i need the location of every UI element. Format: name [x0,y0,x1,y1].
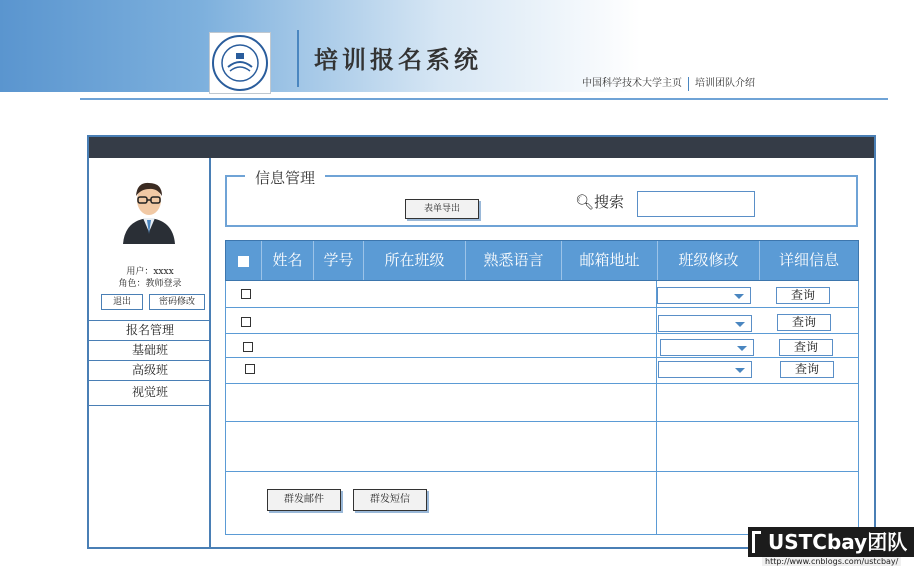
user-name: 用户：xxxx [126,267,174,277]
page-title: 培训报名系统 [314,45,482,74]
section-legend: 信息管理 [245,167,325,188]
sidebar [89,158,211,547]
watermark-brand: USTCbay团队 [748,527,914,557]
main-panel [87,135,876,549]
mass-email-button[interactable]: 群发邮件 [267,489,341,511]
sidebar-item-registration[interactable]: 报名管理 [89,320,211,340]
header-links [582,74,755,91]
row-divider [225,307,859,308]
sidebar-item-advanced-class[interactable]: 高级班 [89,360,211,380]
panel-top-bar [89,137,874,158]
query-button[interactable]: 查询 [780,361,834,378]
user-avatar-icon [119,176,179,244]
sidebar-nav [89,320,211,406]
logout-button[interactable]: 退出 [101,294,143,310]
title-divider [297,30,299,87]
row-divider [225,383,859,384]
chevron-down-icon [734,294,744,299]
row-checkbox[interactable] [245,364,255,374]
row-divider [225,333,859,334]
row-checkbox[interactable] [243,342,253,352]
query-button[interactable]: 查询 [776,287,830,304]
change-password-button[interactable]: 密码修改 [149,294,205,310]
col-details: 详细信息 [778,251,839,269]
query-button[interactable]: 查询 [779,339,833,356]
col-student-id: 学号 [314,241,364,280]
table-header [225,240,859,281]
mass-sms-button[interactable]: 群发短信 [353,489,427,511]
class-select[interactable] [657,287,751,304]
sidebar-item-basic-class[interactable]: 基础班 [89,340,211,360]
user-info [89,266,211,290]
col-language: 熟悉语言 [466,241,562,280]
col-class-change: 班级修改 [658,241,760,280]
col-class: 所在班级 [364,241,466,280]
link-ustc-home[interactable]: 中国科学技术大学主页 [582,78,682,89]
chevron-down-icon [737,346,747,351]
class-select[interactable] [660,339,754,356]
user-role: 角色：教师登录 [118,279,182,289]
chevron-down-icon [735,368,745,373]
row-checkbox[interactable] [241,317,251,327]
bracket-mark-icon [752,531,761,553]
sidebar-item-vision-class[interactable]: 视觉班 [89,380,211,406]
col-name: 姓名 [262,241,314,280]
class-select[interactable] [658,361,752,378]
col-email: 邮箱地址 [562,241,658,280]
search-input[interactable] [637,191,755,217]
row-divider [225,357,859,358]
link-team-intro[interactable]: 培训团队介绍 [695,78,755,89]
select-all-checkbox[interactable] [226,241,262,280]
info-management-section [225,169,858,227]
column-divider [656,281,657,535]
search-label: 🔍︎搜索 [575,193,625,211]
row-divider [225,421,859,422]
header-rule [80,98,888,100]
row-checkbox[interactable] [241,289,251,299]
link-divider [688,77,689,91]
export-form-button[interactable]: 表单导出 [405,199,479,219]
search-icon: 🔍︎ [575,193,595,211]
watermark-url: http://www.cnblogs.com/ustcbay/ [762,557,901,566]
class-select[interactable] [658,315,752,332]
row-divider [225,471,859,472]
chevron-down-icon [735,322,745,327]
query-button[interactable]: 查询 [777,314,831,331]
university-logo [209,32,271,94]
team-watermark [748,527,914,571]
